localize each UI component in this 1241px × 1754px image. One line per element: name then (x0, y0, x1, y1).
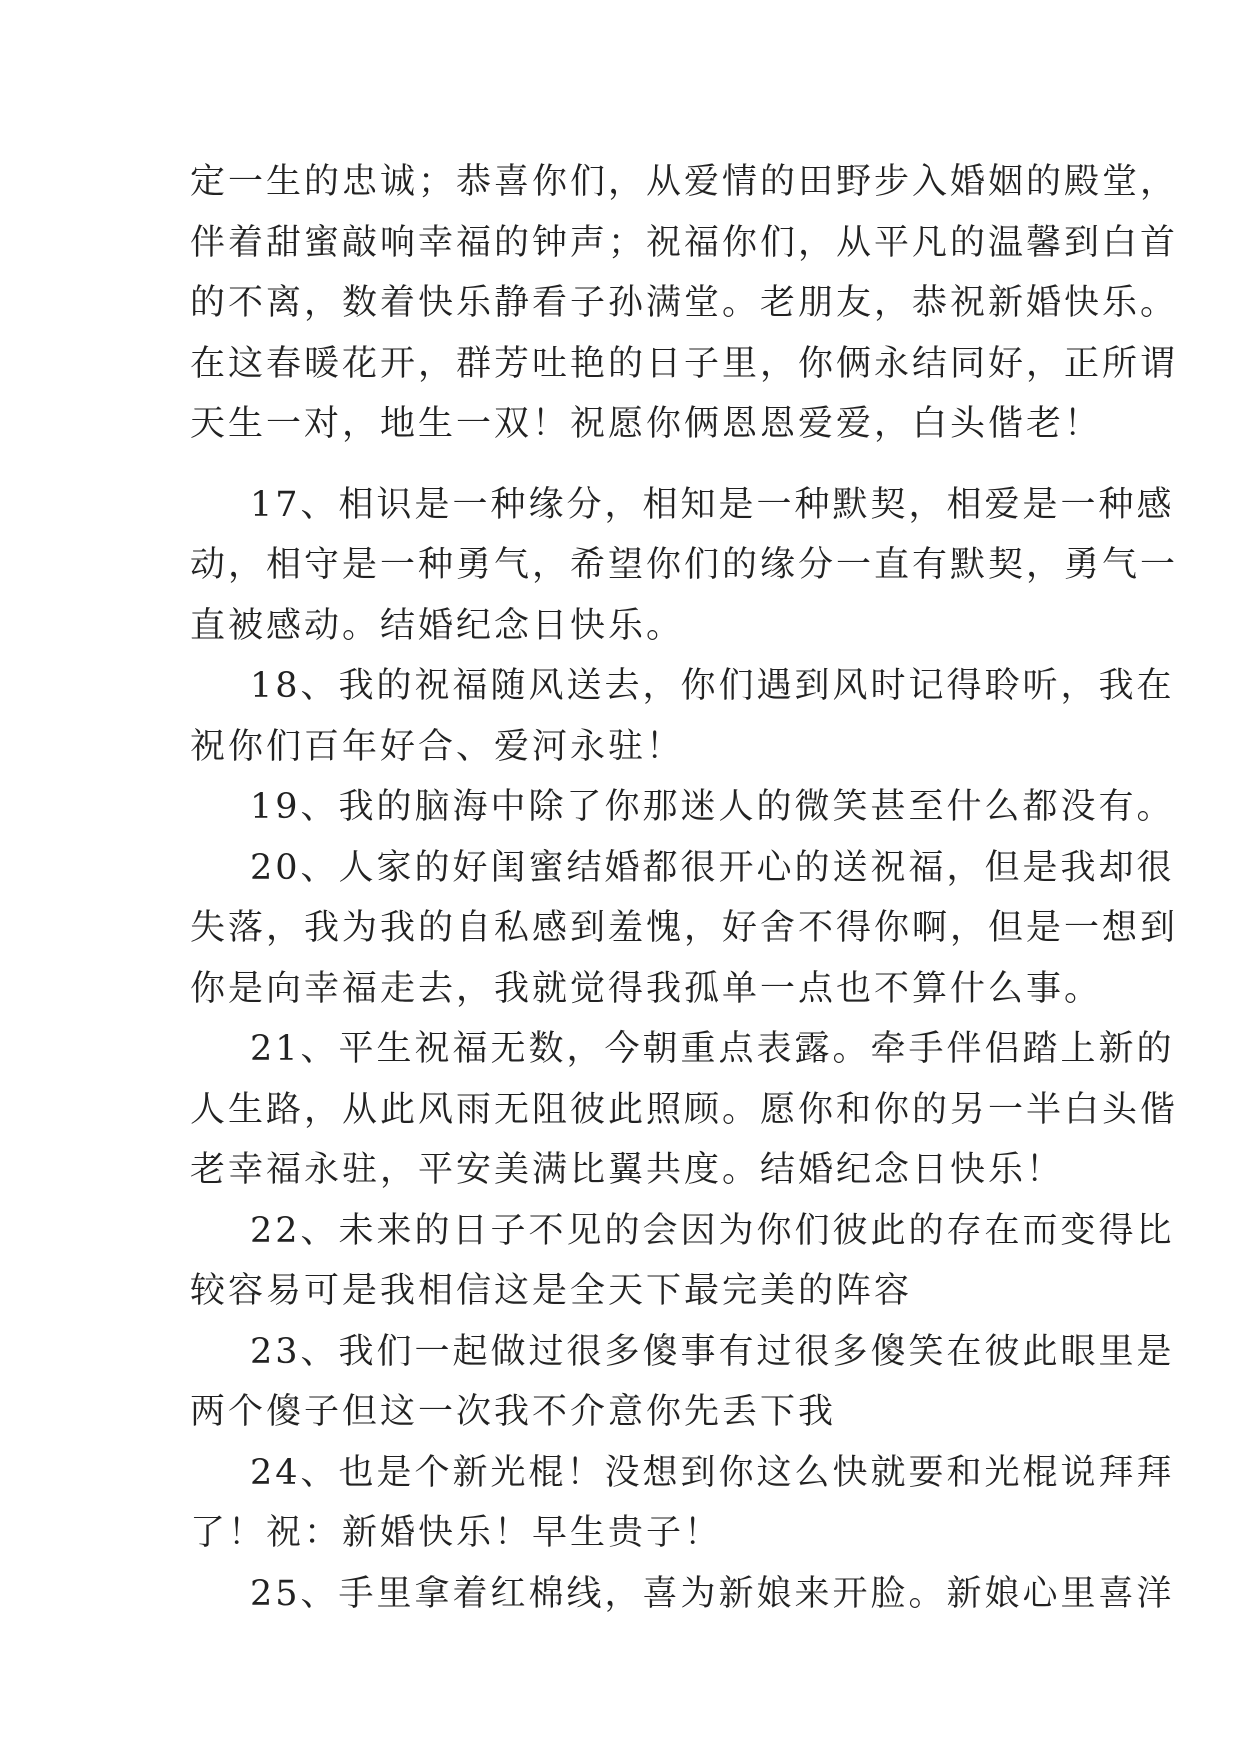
text-line: 直被感动。结婚纪念日快乐。 (190, 606, 685, 646)
text-line: 人生路，从此风雨无阻彼此照顾。愿你和你的另一半白头偕 (190, 1090, 1179, 1130)
paragraph-20-first-line: 20、人家的好闺蜜结婚都很开心的送祝福，但是我却很 (250, 848, 1175, 888)
paragraph-21-first-line: 21、平生祝福无数，今朝重点表露。牵手伴侣踏上新的 (250, 1029, 1175, 1069)
paragraph-25-first-line: 25、手里拿着红棉线，喜为新娘来开脸。新娘心里喜洋 (250, 1574, 1175, 1614)
text-line: 了！祝：新婚快乐！早生贵子！ (190, 1513, 723, 1553)
text-line: 动，相守是一种勇气，希望你们的缘分一直有默契，勇气一 (190, 545, 1179, 585)
text-line: 两个傻子但这一次我不介意你先丢下我 (190, 1392, 837, 1432)
paragraph-18-first-line: 18、我的祝福随风送去，你们遇到风时记得聆听，我在 (250, 666, 1175, 706)
text-line: 失落，我为我的自私感到羞愧，好舍不得你啊，但是一想到 (190, 908, 1179, 948)
paragraph-23-first-line: 23、我们一起做过很多傻事有过很多傻笑在彼此眼里是 (250, 1332, 1175, 1372)
paragraph-24-first-line: 24、也是个新光棍！没想到你这么快就要和光棍说拜拜 (250, 1453, 1175, 1493)
text-line: 祝你们百年好合、爱河永驻！ (190, 727, 685, 767)
text-line: 伴着甜蜜敲响幸福的钟声；祝福你们，从平凡的温馨到白首 (190, 223, 1179, 263)
paragraph-17-first-line: 17、相识是一种缘分，相知是一种默契，相爱是一种感 (250, 485, 1175, 525)
text-line: 老幸福永驻，平安美满比翼共度。结婚纪念日快乐！ (190, 1150, 1065, 1190)
text-line: 天生一对，地生一双！祝愿你俩恩恩爱爱，白头偕老！ (190, 404, 1103, 444)
paragraph-22-first-line: 22、未来的日子不见的会因为你们彼此的存在而变得比 (250, 1211, 1175, 1251)
text-line: 你是向幸福走去，我就觉得我孤单一点也不算什么事。 (190, 969, 1103, 1009)
text-line: 较容易可是我相信这是全天下最完美的阵容 (190, 1271, 913, 1311)
paragraph-19-first-line: 19、我的脑海中除了你那迷人的微笑甚至什么都没有。 (250, 787, 1175, 827)
text-line: 在这春暖花开，群芳吐艳的日子里，你俩永结同好，正所谓 (190, 344, 1179, 384)
text-line: 定一生的忠诚；恭喜你们，从爱情的田野步入婚姻的殿堂， (190, 162, 1179, 202)
text-line: 的不离，数着快乐静看子孙满堂。老朋友，恭祝新婚快乐。 (190, 283, 1179, 323)
